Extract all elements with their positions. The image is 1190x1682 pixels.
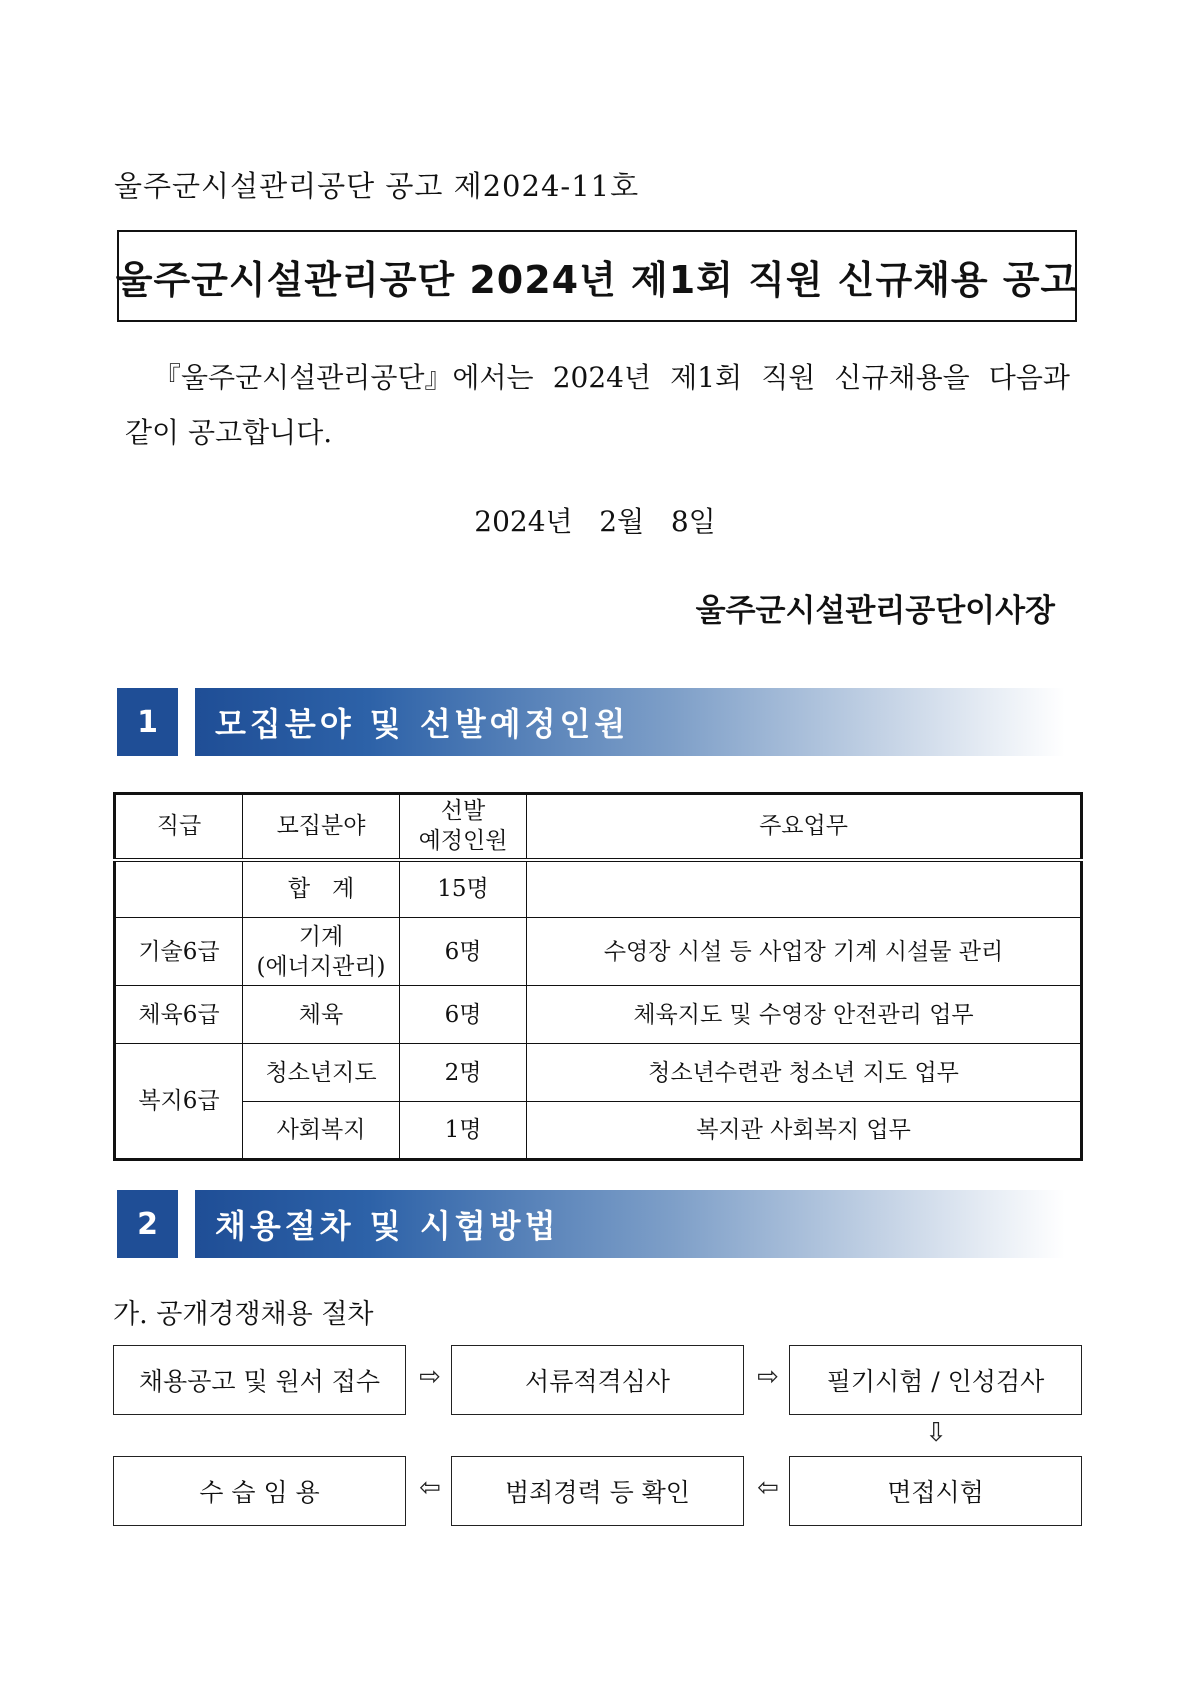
table-row-total	[115, 860, 1082, 918]
header-field: 모집분야	[243, 794, 400, 860]
section-1-bar	[195, 688, 1065, 756]
step-application: 채용공고 및 원서 접수	[113, 1345, 406, 1415]
table-cell	[527, 860, 1082, 918]
table-row	[115, 1044, 1082, 1102]
arrow-left-icon: ⇦	[757, 1473, 779, 1503]
arrow-down-icon: ⇩	[925, 1418, 947, 1448]
intro-line-1	[125, 350, 1070, 405]
header-count-line1: 선발	[440, 798, 486, 825]
duty-cell: 수영장 시설 등 사업장 기계 시설물 관리	[527, 918, 1082, 986]
total-label: 합 계	[243, 860, 400, 918]
field-cell: 사회복지	[243, 1102, 400, 1160]
arrow-left-icon: ⇦	[419, 1473, 441, 1503]
duty-cell: 복지관 사회복지 업무	[527, 1102, 1082, 1160]
count-cell: 6명	[400, 918, 527, 986]
count-cell: 1명	[400, 1102, 527, 1160]
table-row	[115, 1102, 1082, 1160]
grade-cell: 기술6급	[115, 918, 243, 986]
total-count: 15명	[400, 860, 527, 918]
grade-cell: 복지6급	[115, 1044, 243, 1160]
header-duty: 주요업무	[527, 794, 1082, 860]
table-header-row	[115, 794, 1082, 860]
duty-cell: 청소년수련관 청소년 지도 업무	[527, 1044, 1082, 1102]
duty-cell: 체육지도 및 수영장 안전관리 업무	[527, 986, 1082, 1044]
intro-line-2: 같이 공고합니다.	[125, 416, 333, 449]
recruitment-table	[113, 792, 1083, 1161]
table-row	[115, 918, 1082, 986]
field-line1: 기계	[298, 923, 344, 950]
procedure-subtitle: 가. 공개경쟁채용 절차	[113, 1299, 374, 1330]
count-cell: 2명	[400, 1044, 527, 1102]
section-1-title: 모집분야 및 선발예정인원	[215, 705, 630, 743]
table-cell	[115, 860, 243, 918]
section-2-title: 채용절차 및 시험방법	[215, 1207, 560, 1245]
field-cell: 체육	[243, 986, 400, 1044]
intro-paragraph	[125, 350, 1070, 460]
intro-word: 직원	[761, 361, 816, 394]
document-title: 울주군시설관리공단 2024년 제1회 직원 신규채용 공고	[115, 257, 1079, 302]
arrow-right-icon: ⇨	[757, 1362, 779, 1392]
section-2-number: 2	[117, 1190, 178, 1258]
field-line2: (에너지관리)	[256, 953, 386, 980]
intro-word: 『울주군시설관리공단』에서는	[153, 361, 534, 394]
intro-word: 다음과	[988, 361, 1070, 394]
step-criminal-record-check: 범죄경력 등 확인	[451, 1456, 744, 1526]
issuer: 울주군시설관리공단이사장	[695, 593, 1055, 629]
step-document-screening: 서류적격심사	[451, 1345, 744, 1415]
section-2-bar	[195, 1190, 1065, 1258]
title-box	[117, 230, 1077, 322]
count-cell: 6명	[400, 986, 527, 1044]
notice-date: 2024년 2월 8일	[474, 505, 716, 538]
grade-cell: 체육6급	[115, 986, 243, 1044]
step-interview: 면접시험	[789, 1456, 1082, 1526]
notice-number: 울주군시설관리공단 공고 제2024-11호	[114, 169, 640, 203]
header-grade: 직급	[115, 794, 243, 860]
step-written-test: 필기시험 / 인성검사	[789, 1345, 1082, 1415]
arrow-right-icon: ⇨	[419, 1362, 441, 1392]
intro-word: 신규채용을	[834, 361, 970, 394]
field-cell	[243, 918, 400, 986]
section-1-number: 1	[117, 688, 178, 756]
header-count	[400, 794, 527, 860]
intro-word: 2024년	[552, 361, 652, 394]
step-probation: 수 습 임 용	[113, 1456, 406, 1526]
intro-word: 제1회	[670, 361, 743, 394]
table-row	[115, 986, 1082, 1044]
field-cell: 청소년지도	[243, 1044, 400, 1102]
header-count-line2: 예정인원	[418, 828, 508, 855]
